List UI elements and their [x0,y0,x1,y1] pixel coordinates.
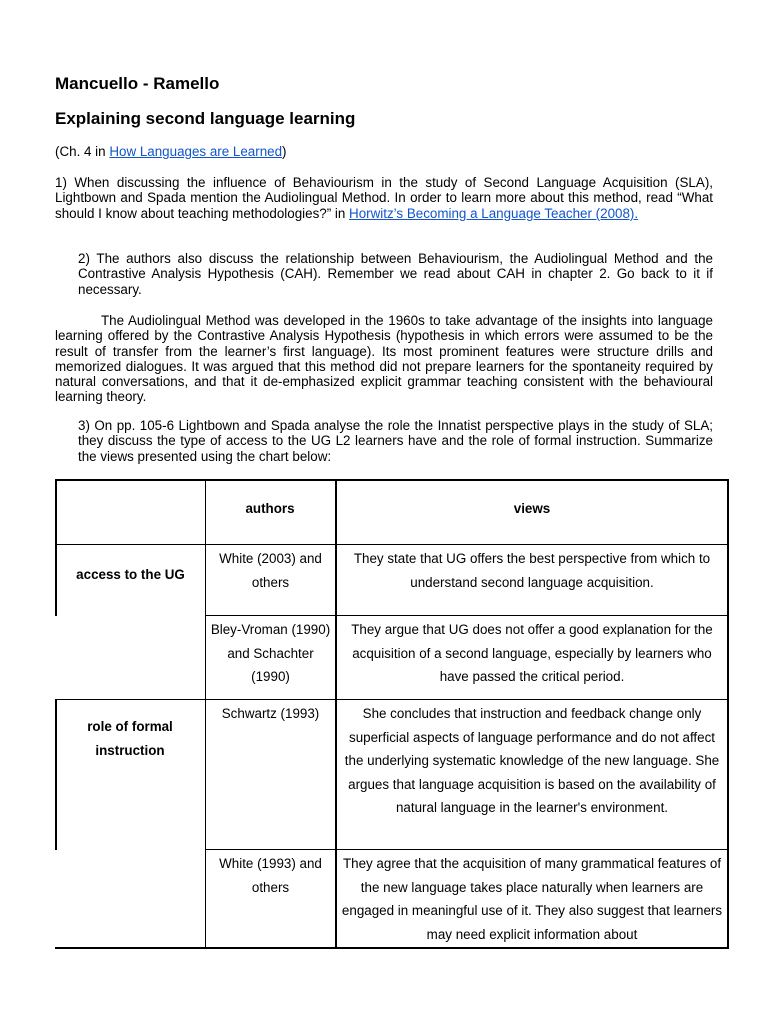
chapter-prefix: (Ch. 4 in [55,144,110,159]
header-authors: authors [245,501,295,516]
table-border-top [55,479,729,481]
group-label-access-to-ug: access to the UG [76,567,185,582]
document-title: Explaining second language learning [55,109,356,128]
col-divider-2 [335,479,337,949]
group-2-left [55,699,57,850]
horwitz-link[interactable]: Horwitz’s Becoming a Language Teacher (2008). [349,205,639,221]
header-row-bottom [55,544,729,545]
how-languages-are-learned-link[interactable]: How Languages are Learned [109,144,283,159]
row-views: They argue that UG does not offer a good explanation for the acquisition of a second language, especially by learners who have passed the critical period. [351,622,713,684]
row-authors: Schwartz (1993) [221,706,320,721]
author-line: Mancuello - Ramello [55,74,220,93]
col-divider-1 [205,479,206,949]
question-1-text: 1) When discussing the influence of Behaviourism in the study of Second Language Acquisition (SLA), Lightbown and Spada mention the Audiolingual Method. In order to learn more about this method, read “What should I know about teaching methodologies?” in [55,175,713,221]
group-label-role-of-formal-instruction: role of formal instruction [87,719,173,758]
row-1-bottom [205,615,729,616]
table-border-bottom [55,947,729,949]
answer-paragraph [55,313,713,405]
answer-paragraph-text: The Audiolingual Method was developed in the 1960s to take advantage of the insights into language learning offered by the Contrastive Analysis Hypothesis (hypothesis in which errors were assumed to be the result of transfer from the learner’s first language). Its most prominent features were structure drills and memorized dialogues. It was argued that this method did not prepare learners for the spontaneity required by natural conversations, and that it de-emphasized explicit grammar teaching consistent with the behavioural learning theory. [55,313,713,405]
header-views: views [513,501,551,516]
row-views: She concludes that instruction and feedback change only superficial aspects of language performance and do not affect the underlying systematic knowledge of the new language. She argues that language acquisition is based on the availability of natural language in the learner's environment. [344,706,720,815]
question-1 [55,175,713,221]
row-authors: White (2003) and others [219,551,322,590]
question-2: 2) The authors also discuss the relationship between Behaviourism, the Audiolingual Method and the Contrastive Analysis Hypothesis (CAH). Remember we read about CAH in chapter 2. Go back to it if necessary. [78,251,713,297]
group-2-top [55,699,729,700]
table-border-right [727,479,729,949]
row-authors: White (1993) and others [219,856,322,895]
row-views: They state that UG offers the best perspective from which to understand second language acquisition. [353,551,711,590]
question-3: 3) On pp. 105-6 Lightbown and Spada analyse the role the Innatist perspective plays in the study of SLA; they discuss the type of access to the UG L2 learners have and the role of formal instruction. Summarize the views presented using the chart below: [78,418,713,464]
row-authors: Bley-Vroman (1990) and Schachter (1990) [210,622,331,684]
table-border-left-header [55,479,57,616]
row-views: They agree that the acquisition of many grammatical features of the new language takes place naturally when learners are engaged in meaningful use of it. They also suggest that learners may need explicit information about [341,856,723,942]
chapter-reference [55,144,287,159]
row-3-bottom [205,849,729,850]
chapter-suffix: ) [282,144,287,159]
